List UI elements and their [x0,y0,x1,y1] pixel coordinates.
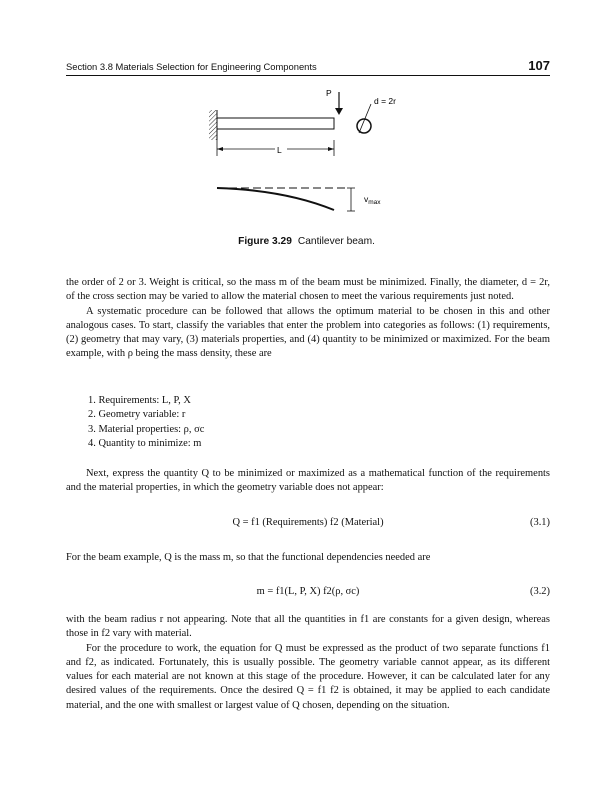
list-item: 1. Requirements: L, P, X [88,395,191,406]
list-item: 2. Geometry variable: r [88,409,186,421]
caption-text: Cantilever beam. [297,236,375,247]
length-label: L [277,145,282,155]
body-text-bottom [66,613,550,713]
equation-3-1 [66,517,550,528]
caption-number: Figure 3.29 [238,236,292,247]
wall-support [209,110,217,140]
cantilever-beam-figure [195,84,425,219]
paragraph: For the procedure to work, the equation for Q must be expressed as the product of two separate functions f1 and f2, as indicated. Fortunately, this is usually possible. The geometry variable cannot appear, as its different values for each material are not known at this stage of the procedure. However, it can be calculated later for any desired values of the requirements. Once the desired Q = f1 f2 is obtained, it may be applied to each candidate material, and the one with smallest or largest value of Q chosen, depending on the situation. [66,642,550,711]
figure-caption [0,236,613,247]
body-text-mid [66,467,550,496]
section-title: Section 3.8 Materials Selection for Engineering Components [66,61,317,72]
body-text-top [66,276,550,362]
equation-number: (3.2) [530,586,550,597]
variable-list [88,394,204,451]
beam [217,118,334,129]
deflected-beam [217,188,334,210]
list-item: 3. Material properties: ρ, σc [88,423,205,435]
paragraph: the order of 2 or 3. Weight is critical, so the mass m of the beam must be minimized. Finally, the diameter, d = 2r, of the cross section may be varied to allow the material chosen to meet the various requirements just noted. [66,277,550,303]
paragraph: Next, express the quantity Q to be minimized or maximized as a mathematical function of the requirements and the material properties, in which the geometry variable does not appear: [66,468,550,494]
equation-body: Q = f1 (Requirements) f2 (Material) [232,517,384,528]
equation-number: (3.1) [530,517,550,528]
list-item: 4. Quantity to minimize: m [88,437,202,449]
equation-3-2 [66,586,550,597]
equation-body: m = f1(L, P, X) f2(ρ, σc) [256,586,360,597]
load-label: P [326,88,332,98]
paragraph: For the beam example, Q is the mass m, so that the functional dependencies needed are [66,552,431,563]
body-text-eq [66,551,550,565]
diameter-label: d = 2r [374,96,396,106]
paragraph: with the beam radius r not appearing. Note that all the quantities in f1 are constants for a given design, whereas those in f2 vary with material. [66,614,550,640]
page-number: 107 [528,58,550,73]
deflection-label: $v_{max}$ [364,194,381,206]
header-rule [66,75,550,76]
paragraph: A systematic procedure can be followed that allows the optimum material to be chosen in this and other analogous cases. To start, classify the variables that enter the problem into categories as follows: (1) requirements, (2) geometry that may vary, (3) materials properties, and (4) quantity to be minimized or maximized. For the beam example, with ρ being the mass density, these are [66,305,550,360]
